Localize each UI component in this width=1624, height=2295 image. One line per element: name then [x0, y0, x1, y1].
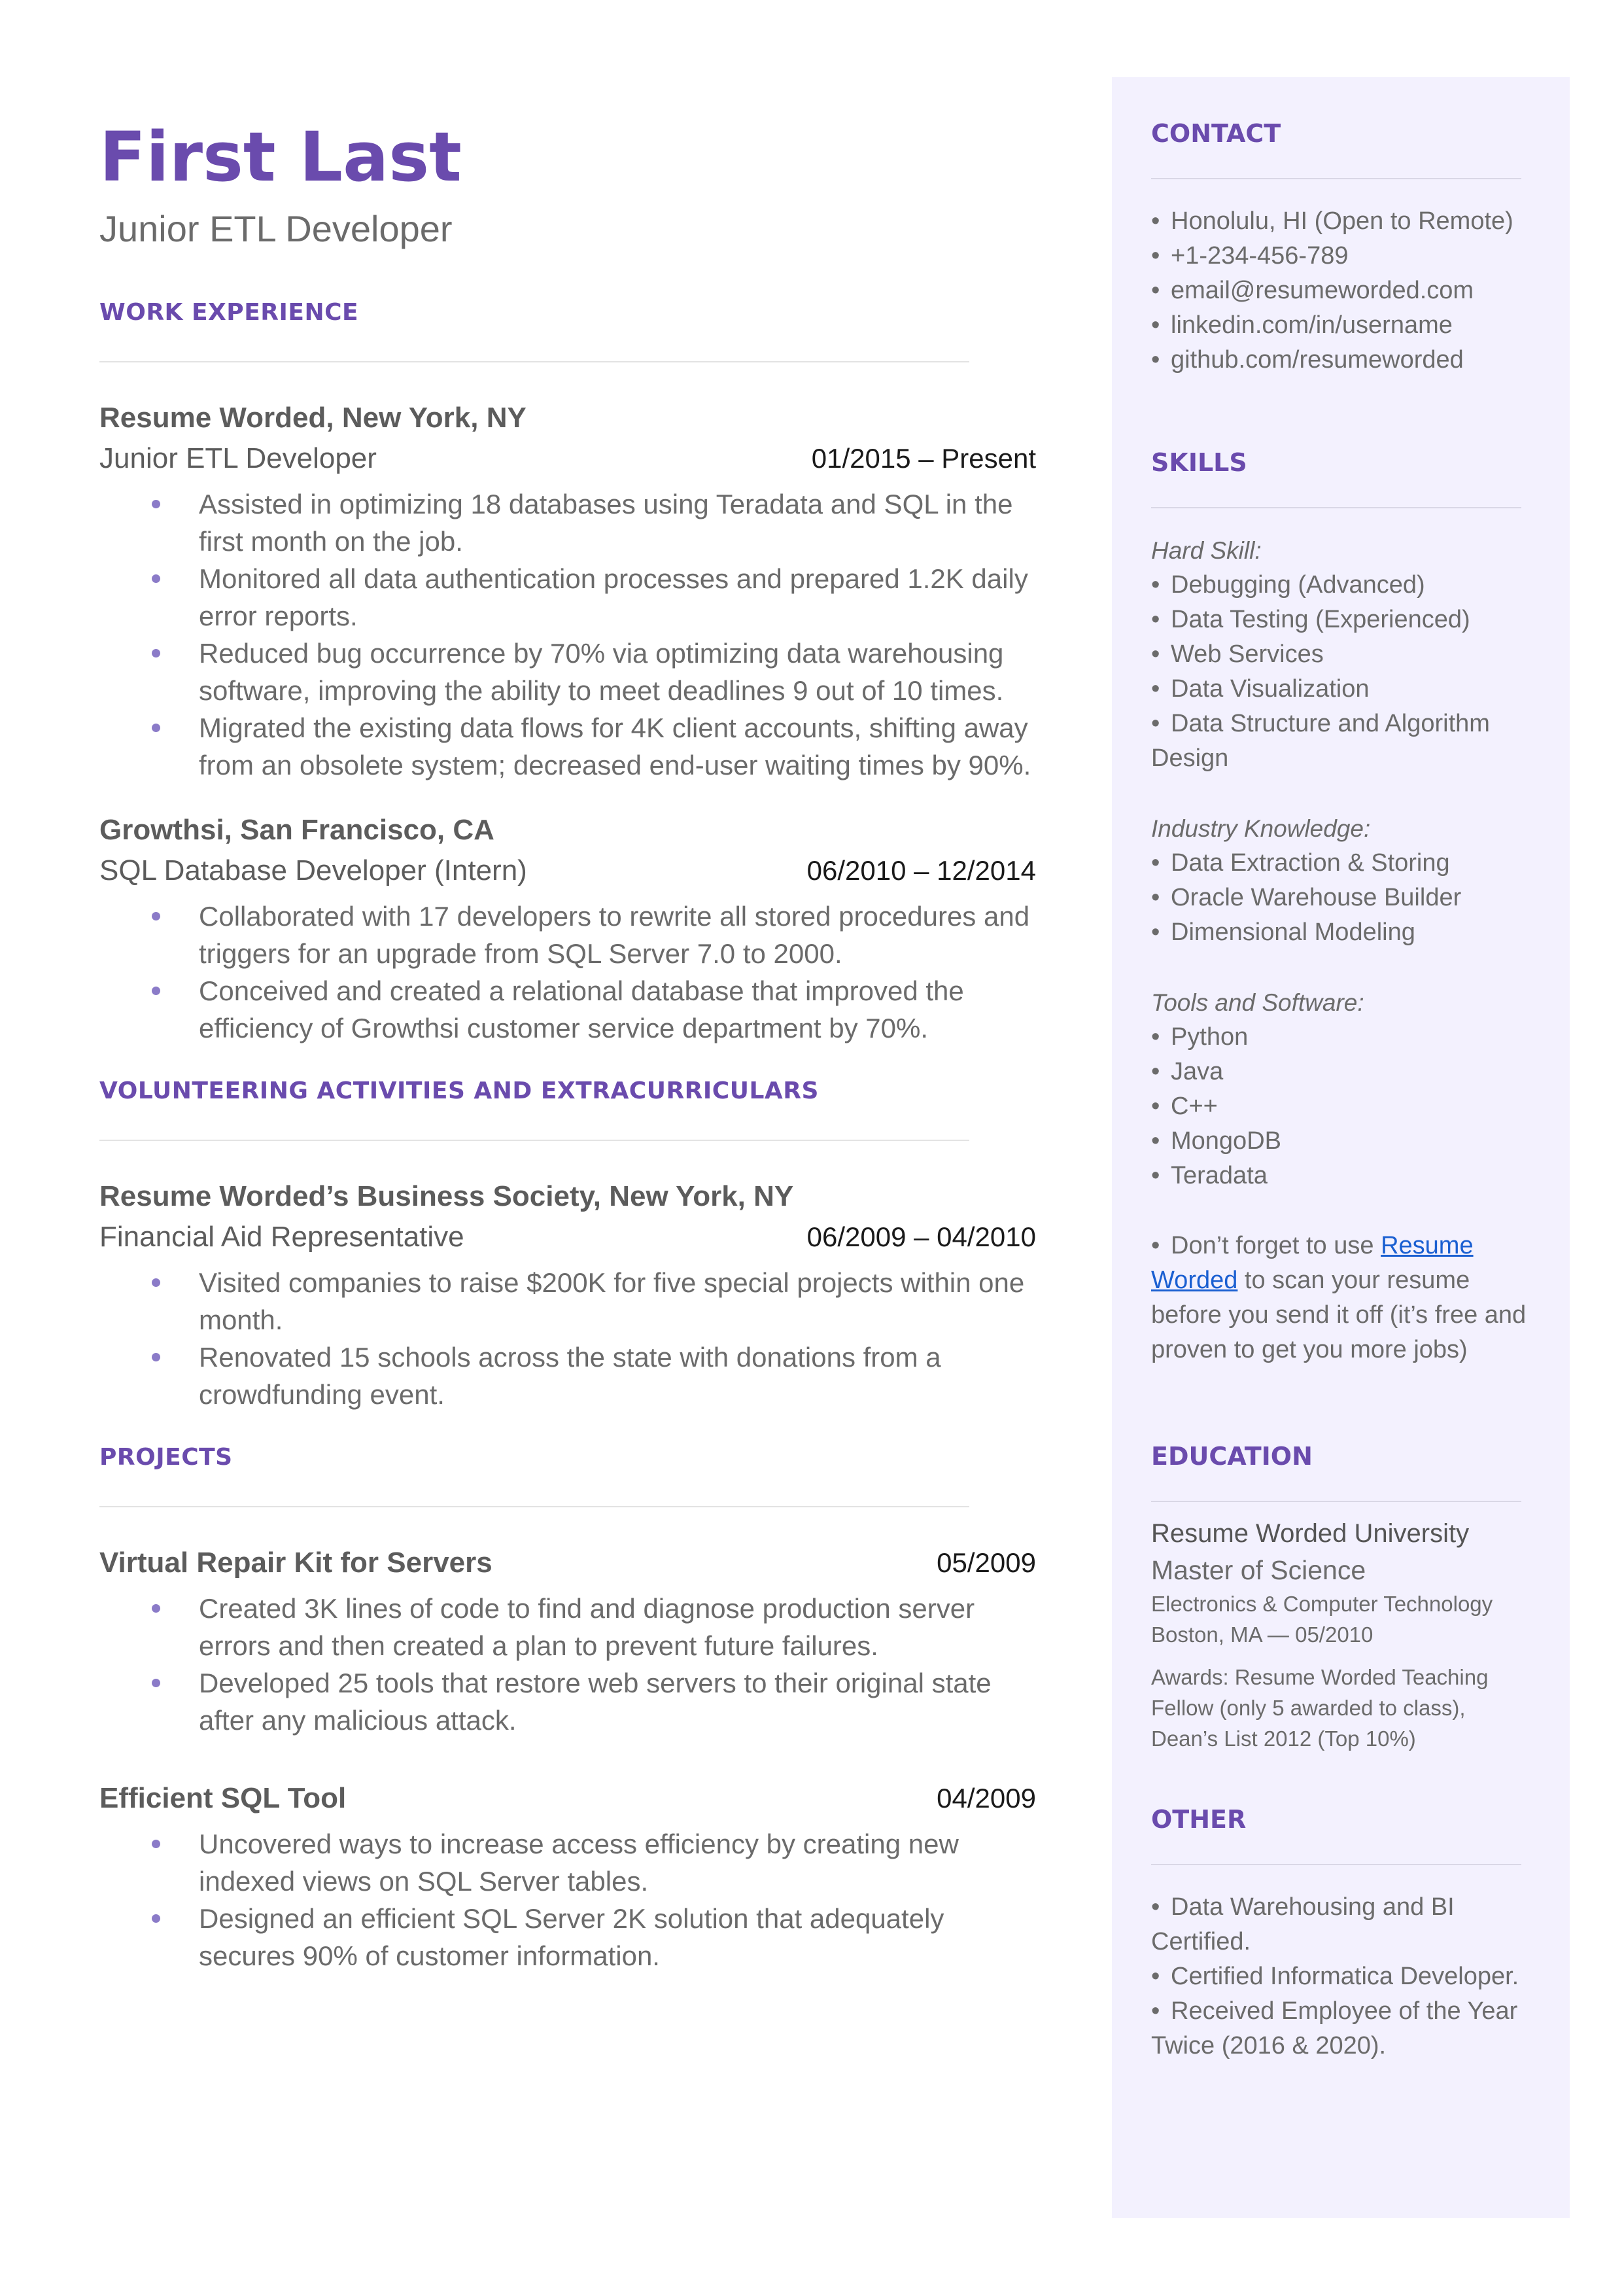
bullet-icon: • — [1151, 242, 1160, 270]
job-role-row — [99, 850, 1036, 891]
bullet-item — [99, 485, 1036, 560]
education-heading: EDUCATION — [1151, 1442, 1313, 1471]
bullet-text: Assisted in optimizing 18 databases using Teradata and SQL in the first month on the job. — [199, 489, 1013, 557]
bullet-icon: • — [1151, 1127, 1160, 1155]
note-prefix: Don’t forget to use — [1171, 1232, 1381, 1259]
bullet-icon: • — [1151, 1963, 1160, 1990]
skill-item — [1151, 915, 1530, 950]
other-item — [1151, 1994, 1530, 2063]
bullet-icon: • — [1151, 1162, 1160, 1189]
bullet-item — [99, 560, 1036, 635]
education-location-date: Boston, MA — 05/2010 — [1151, 1622, 1373, 1647]
skill-text: Oracle Warehouse Builder — [1171, 884, 1462, 911]
bullet-icon: • — [1151, 884, 1160, 911]
job-entry — [99, 398, 1036, 784]
bullet-dot-icon — [152, 987, 160, 995]
contact-location — [1151, 204, 1530, 239]
contact-heading: CONTACT — [1151, 119, 1281, 148]
skill-item — [1151, 637, 1530, 672]
project-bullets — [99, 1590, 1036, 1739]
bullet-item — [99, 898, 1036, 972]
project-bullets — [99, 1825, 1036, 1974]
skill-item — [1151, 1159, 1530, 1193]
bullet-item — [99, 972, 1036, 1047]
bullet-icon: • — [1151, 1893, 1160, 1921]
project-header-row — [99, 1778, 1036, 1819]
bullet-icon: • — [1151, 919, 1160, 946]
other-text: Received Employee of the Year Twice (2016 & 2020). — [1151, 1997, 1518, 2059]
skill-text: Python — [1171, 1023, 1249, 1051]
skill-text: Debugging (Advanced) — [1171, 571, 1425, 599]
bullet-text: Monitored all data authentication processes and prepared 1.2K daily error reports. — [199, 563, 1028, 631]
bullet-item — [99, 1264, 1036, 1339]
bullet-icon: • — [1151, 1093, 1160, 1120]
bullet-text: Collaborated with 17 developers to rewrite all stored procedures and triggers for an upgrade from SQL Server 7.0 to 2000. — [199, 901, 1030, 969]
bullet-item — [99, 635, 1036, 709]
skill-text: C++ — [1171, 1093, 1218, 1120]
skill-item — [1151, 881, 1530, 915]
hard-skill-label: Hard Skill: — [1151, 537, 1262, 564]
spacer — [1151, 1650, 1530, 1662]
contact-github[interactable] — [1151, 343, 1530, 377]
projects-heading: PROJECTS — [99, 1444, 233, 1471]
job-dates: 06/2010 – 12/2014 — [806, 855, 1036, 886]
contact-text[interactable]: email@resumeworded.com — [1171, 277, 1474, 304]
sidebar-divider — [1151, 1864, 1521, 1865]
contact-list — [1151, 204, 1530, 377]
skill-item — [1151, 672, 1530, 707]
bullet-icon: • — [1151, 1232, 1160, 1259]
volunteer-role-row — [99, 1217, 1036, 1257]
note-suffix: to scan your resume before you send it off (it’s free and proven to get you more jobs) — [1151, 1267, 1527, 1363]
other-heading: OTHER — [1151, 1805, 1247, 1834]
tools-software-list — [1151, 1020, 1530, 1193]
bullet-dot-icon — [152, 574, 160, 583]
bullet-item — [99, 1664, 1036, 1739]
skill-item — [1151, 1124, 1530, 1159]
skill-text: Dimensional Modeling — [1171, 919, 1415, 946]
other-item — [1151, 1959, 1530, 1994]
other-item — [1151, 1890, 1530, 1959]
bullet-text: Conceived and created a relational database that improved the efficiency of Growthsi customer service department by 70%. — [199, 975, 964, 1043]
skill-text: Teradata — [1171, 1162, 1268, 1189]
volunteering-heading: VOLUNTEERING ACTIVITIES AND EXTRACURRICULARS — [99, 1077, 819, 1104]
skill-text: Data Extraction & Storing — [1171, 849, 1450, 877]
other-list — [1151, 1890, 1530, 2063]
job-org: Growthsi, San Francisco, CA — [99, 814, 494, 846]
bullet-item — [99, 709, 1036, 784]
project-entry — [99, 1543, 1036, 1739]
work-experience-heading: WORK EXPERIENCE — [99, 299, 359, 326]
bullet-icon: • — [1151, 207, 1160, 235]
project-date: 04/2009 — [937, 1783, 1036, 1813]
bullet-item — [99, 1339, 1036, 1413]
hard-skill-list — [1151, 568, 1530, 776]
skills-heading: SKILLS — [1151, 448, 1247, 477]
bullet-dot-icon — [152, 1604, 160, 1613]
skill-item — [1151, 1089, 1530, 1124]
contact-email[interactable] — [1151, 273, 1530, 308]
bullet-text: Designed an efficient SQL Server 2K solution that adequately secures 90% of customer information. — [199, 1903, 944, 1971]
skill-item — [1151, 1020, 1530, 1055]
skill-text: Web Services — [1171, 640, 1324, 668]
bullet-icon: • — [1151, 311, 1160, 339]
bullet-text: Renovated 15 schools across the state with donations from a crowdfunding event. — [199, 1342, 941, 1410]
bullet-text: Reduced bug occurrence by 70% via optimizing data warehousing software, improving the ability to meet deadlines 9 out of 10 times. — [199, 638, 1004, 706]
bullet-item — [99, 1900, 1036, 1974]
project-name: Efficient SQL Tool — [99, 1782, 347, 1814]
job-org: Resume Worded, New York, NY — [99, 402, 527, 434]
education-awards: Awards: Resume Worded Teaching Fellow (only 5 awarded to class), Dean’s List 2012 (Top 10%) — [1151, 1665, 1489, 1751]
job-dates: 01/2015 – Present — [811, 443, 1036, 474]
industry-knowledge-label: Industry Knowledge: — [1151, 815, 1371, 842]
spacer — [1151, 950, 1530, 985]
sidebar-content — [1151, 115, 1530, 2063]
bullet-item — [99, 1590, 1036, 1664]
section-divider — [99, 1506, 969, 1507]
bullet-icon: • — [1151, 277, 1160, 304]
bullet-icon: • — [1151, 640, 1160, 668]
bullet-icon: • — [1151, 1058, 1160, 1085]
industry-knowledge-list — [1151, 846, 1530, 950]
bullet-dot-icon — [152, 1353, 160, 1361]
education-field: Electronics & Computer Technology — [1151, 1592, 1493, 1616]
tools-software-label: Tools and Software: — [1151, 989, 1364, 1016]
bullet-text: Migrated the existing data flows for 4K client accounts, shifting away from an obsolete system; decreased end-user waiting times by 90%. — [199, 712, 1031, 780]
volunteer-position: Financial Aid Representative — [99, 1221, 464, 1253]
bullet-dot-icon — [152, 724, 160, 732]
project-name: Virtual Repair Kit for Servers — [99, 1547, 492, 1579]
sidebar-divider — [1151, 507, 1521, 508]
bullet-icon: • — [1151, 1023, 1160, 1051]
section-divider — [99, 1140, 969, 1141]
bullet-item — [99, 1825, 1036, 1900]
bullet-dot-icon — [152, 649, 160, 657]
volunteer-entry — [99, 1176, 1036, 1413]
job-bullets — [99, 898, 1036, 1047]
spacer — [1151, 1367, 1530, 1438]
bullet-icon: • — [1151, 606, 1160, 633]
skill-text: Java — [1171, 1058, 1224, 1085]
main-column — [99, 111, 1036, 2001]
education-school: Resume Worded University — [1151, 1519, 1470, 1548]
skill-text: MongoDB — [1171, 1127, 1281, 1155]
spacer — [1151, 1193, 1530, 1229]
skill-text: Data Visualization — [1171, 675, 1370, 703]
skill-item — [1151, 603, 1530, 637]
bullet-dot-icon — [152, 1914, 160, 1923]
resume-worded-note — [1151, 1229, 1530, 1367]
spacer — [1151, 776, 1530, 811]
bullet-dot-icon — [152, 1840, 160, 1848]
section-divider — [99, 361, 969, 362]
candidate-name: First Last — [99, 117, 462, 197]
bullet-dot-icon — [152, 912, 160, 920]
bullet-text: Created 3K lines of code to find and diagnose production server errors and then created a plan to prevent future failures. — [199, 1593, 975, 1661]
bullet-text: Uncovered ways to increase access efficiency by creating new indexed views on SQL Server tables. — [199, 1829, 959, 1897]
bullet-text: Visited companies to raise $200K for five special projects within one month. — [199, 1267, 1025, 1335]
contact-text: +1-234-456-789 — [1171, 242, 1349, 270]
bullet-dot-icon — [152, 1278, 160, 1287]
job-position: SQL Database Developer (Intern) — [99, 854, 527, 886]
job-role-row — [99, 438, 1036, 479]
project-header-row — [99, 1543, 1036, 1583]
resume-worded-link[interactable]: Resume Worded — [1151, 1232, 1474, 1294]
candidate-title: Junior ETL Developer — [99, 208, 453, 249]
skill-text: Data Structure and Algorithm Design — [1151, 710, 1490, 772]
sidebar-divider — [1151, 1501, 1521, 1502]
spacer — [1151, 377, 1530, 444]
job-entry — [99, 810, 1036, 1047]
sidebar-divider — [1151, 178, 1521, 179]
contact-phone — [1151, 239, 1530, 273]
education-degree: Master of Science — [1151, 1555, 1366, 1585]
other-text: Data Warehousing and BI Certified. — [1151, 1893, 1455, 1955]
volunteer-dates: 06/2009 – 04/2010 — [806, 1221, 1036, 1252]
volunteer-bullets — [99, 1264, 1036, 1413]
skill-item — [1151, 707, 1530, 776]
skill-text: Data Testing (Experienced) — [1171, 606, 1470, 633]
project-entry — [99, 1778, 1036, 1974]
skill-item — [1151, 1055, 1530, 1089]
bullet-icon: • — [1151, 346, 1160, 374]
skill-item — [1151, 568, 1530, 603]
other-text: Certified Informatica Developer. — [1171, 1963, 1519, 1990]
contact-text: Honolulu, HI (Open to Remote) — [1171, 207, 1513, 235]
job-position: Junior ETL Developer — [99, 442, 377, 474]
project-date: 05/2009 — [937, 1547, 1036, 1578]
bullet-dot-icon — [152, 1679, 160, 1687]
contact-linkedin[interactable] — [1151, 308, 1530, 343]
contact-text[interactable]: linkedin.com/in/username — [1171, 311, 1453, 339]
bullet-icon: • — [1151, 571, 1160, 599]
bullet-icon: • — [1151, 710, 1160, 737]
contact-text[interactable]: github.com/resumeworded — [1171, 346, 1464, 374]
bullet-icon: • — [1151, 1997, 1160, 2025]
spacer — [1151, 1754, 1530, 1801]
volunteer-org: Resume Worded’s Business Society, New York, NY — [99, 1180, 794, 1212]
bullet-dot-icon — [152, 500, 160, 508]
job-bullets — [99, 485, 1036, 784]
bullet-icon: • — [1151, 849, 1160, 877]
sidebar — [1112, 77, 1570, 2218]
bullet-text: Developed 25 tools that restore web servers to their original state after any malicious attack. — [199, 1668, 992, 1736]
bullet-icon: • — [1151, 675, 1160, 703]
skill-item — [1151, 846, 1530, 881]
